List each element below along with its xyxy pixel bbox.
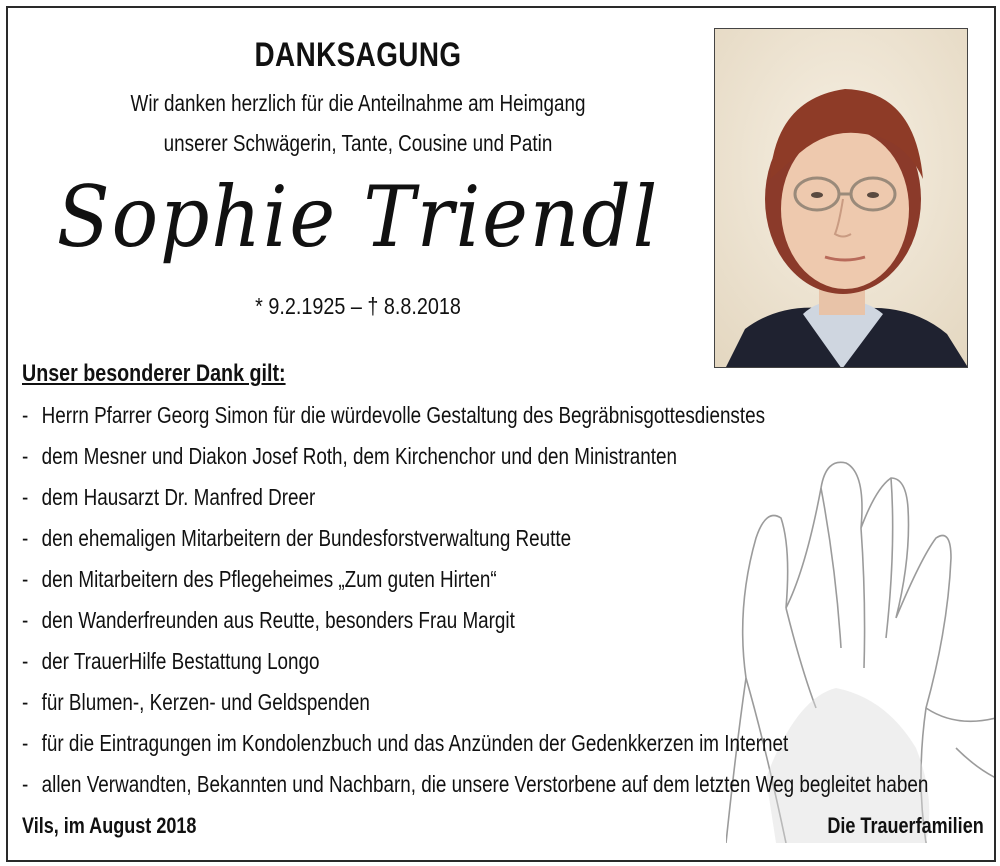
list-item: - für die Eintragungen im Kondolenzbuch und das Anzünden der Gedenkkerzen im Internet (22, 730, 789, 756)
page-title: DANKSAGUNG (254, 36, 462, 74)
thanks-list (22, 400, 992, 810)
list-item: - den Mitarbeitern des Pflegeheimes „Zum guten Hirten“ (22, 566, 497, 592)
list-item-text: allen Verwandten, Bekannten und Nachbarn, die unsere Verstorbene auf dem letzten Weg begleitet haben (41, 771, 929, 797)
list-item-text: für Blumen-, Kerzen- und Geldspenden (41, 689, 370, 715)
list-item-text: den Wanderfreunden aus Reutte, besonders Frau Margit (41, 607, 515, 633)
obituary-card (6, 6, 996, 862)
portrait-photo (714, 28, 968, 368)
list-item: - den ehemaligen Mitarbeitern der Bundesforstverwaltung Reutte (22, 525, 572, 551)
header-block (8, 8, 708, 348)
list-item-text: der TrauerHilfe Bestattung Longo (41, 648, 320, 674)
list-item: - dem Hausarzt Dr. Manfred Dreer (22, 484, 316, 510)
life-dates: * 9.2.1925 – † 8.8.2018 (255, 293, 461, 319)
deceased-name: Sophie Triendl (56, 168, 660, 266)
place-date: Vils, im August 2018 (22, 813, 197, 838)
list-item: - für Blumen-, Kerzen- und Geldspenden (22, 689, 370, 715)
intro-line-1: Wir danken herzlich für die Anteilnahme am Heimgang (130, 90, 586, 116)
list-item-text: für die Eintragungen im Kondolenzbuch und das Anzünden der Gedenkkerzen im Internet (41, 730, 789, 756)
list-item-text: Herrn Pfarrer Georg Simon für die würdevolle Gestaltung des Begräbnisgottesdienstes (41, 402, 766, 428)
list-item-text: dem Hausarzt Dr. Manfred Dreer (41, 484, 316, 510)
list-item-text: den Mitarbeitern des Pflegeheimes „Zum guten Hirten“ (41, 566, 497, 592)
list-item: - allen Verwandten, Bekannten und Nachbarn, die unsere Verstorbene auf dem letzten Weg begleitet haben (22, 771, 929, 797)
thanks-heading: Unser besonderer Dank gilt: (22, 360, 286, 387)
intro-line-2: unserer Schwägerin, Tante, Cousine und Patin (163, 130, 553, 156)
list-item: - den Wanderfreunden aus Reutte, besonders Frau Margit (22, 607, 515, 633)
list-item: - der TrauerHilfe Bestattung Longo (22, 648, 320, 674)
list-item-text: den ehemaligen Mitarbeitern der Bundesforstverwaltung Reutte (41, 525, 572, 551)
list-item: - dem Mesner und Diakon Josef Roth, dem Kirchenchor und den Ministranten (22, 443, 677, 469)
list-item-text: dem Mesner und Diakon Josef Roth, dem Kirchenchor und den Ministranten (41, 443, 677, 469)
list-item: - Herrn Pfarrer Georg Simon für die würdevolle Gestaltung des Begräbnisgottesdienstes (22, 402, 766, 428)
signature: Die Trauerfamilien (827, 813, 984, 838)
portrait-photo-icon (715, 29, 968, 368)
